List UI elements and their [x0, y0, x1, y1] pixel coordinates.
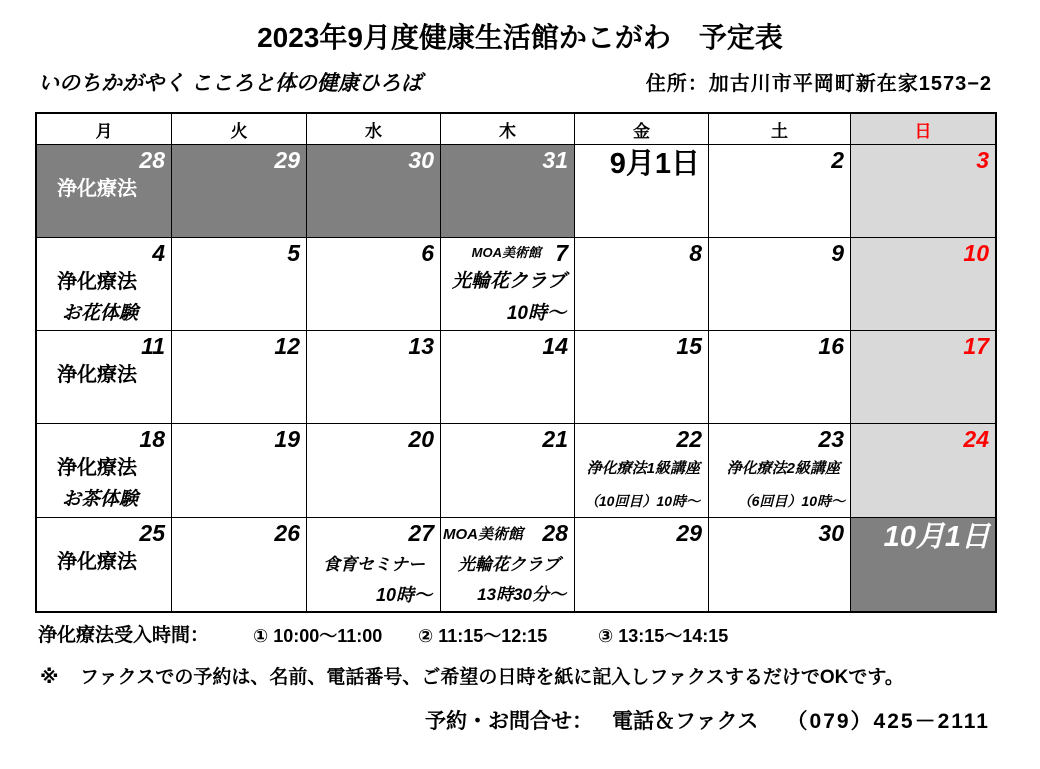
day-cell-sep-26	[172, 518, 306, 611]
day-cell-oct-1	[851, 518, 995, 611]
day-number: 11	[141, 333, 165, 359]
day-number: 29	[676, 520, 702, 546]
event-time: （10回目）10時～	[584, 493, 700, 509]
contact-label: 予約・お問合せ：	[425, 710, 593, 733]
event-venue: MOA美術館	[471, 245, 541, 260]
event-label: 浄化療法	[57, 271, 137, 293]
day-number: 24	[963, 426, 989, 452]
day-cell-sep-25	[37, 518, 171, 611]
calendar-grid	[35, 112, 997, 613]
day-cell-aug-31	[441, 145, 574, 237]
event-label: 光輪花クラブ	[458, 555, 560, 574]
day-cell-sep-17	[851, 331, 995, 423]
day-cell-aug-30	[307, 145, 440, 237]
day-cell-sep-28	[441, 518, 574, 611]
weekday-header-thu: 木	[441, 114, 574, 144]
day-number: 3	[976, 147, 989, 173]
day-number: 8	[689, 240, 702, 266]
fax-note: ファクスでの予約は、名前、電話番号、ご希望の日時を紙に記入しファクスするだけでOKです。	[80, 667, 904, 688]
event-time: 10時～	[375, 585, 432, 605]
event-label: 浄化療法	[57, 364, 137, 386]
day-cell-sep-27	[307, 518, 440, 611]
day-number: 6	[421, 240, 434, 266]
tagline: いのちかがやく こころと体の健康ひろば	[38, 72, 422, 95]
day-cell-sep-1	[575, 145, 708, 237]
weekday-header-tue: 火	[172, 114, 306, 144]
day-cell-sep-22	[575, 424, 708, 517]
event-venue: MOA美術館	[443, 526, 523, 543]
event-label: 浄化療法	[57, 551, 137, 573]
day-cell-sep-8	[575, 238, 708, 330]
day-cell-sep-15	[575, 331, 708, 423]
day-cell-sep-14	[441, 331, 574, 423]
day-number: 29	[274, 147, 300, 173]
day-cell-sep-4	[37, 238, 171, 330]
event-label: お花体験	[62, 303, 139, 324]
day-number: 30	[408, 147, 434, 173]
day-number: 28	[139, 147, 165, 173]
day-cell-sep-6	[307, 238, 440, 330]
day-number: 30	[818, 520, 844, 546]
event-time: 10時～	[506, 303, 566, 324]
day-number: 17	[963, 333, 989, 359]
day-number: 9	[831, 240, 844, 266]
day-number: 27	[408, 520, 434, 546]
day-cell-sep-7	[441, 238, 574, 330]
event-time: （6回目）10時～	[737, 493, 845, 509]
day-cell-sep-23	[709, 424, 850, 517]
event-time: 13時30分～	[477, 585, 566, 604]
event-label: 食育セミナー	[323, 555, 425, 574]
weekday-header-sat: 土	[709, 114, 850, 144]
day-cell-sep-24	[851, 424, 995, 517]
day-number: 7	[555, 240, 568, 266]
next-month-start-date: 10月1日	[883, 521, 990, 553]
day-cell-sep-12	[172, 331, 306, 423]
day-number: 20	[408, 426, 434, 452]
day-number: 14	[542, 333, 568, 359]
event-label: 光輪花クラブ	[451, 271, 566, 292]
day-cell-sep-3	[851, 145, 995, 237]
contact-method: 電話＆ファクス	[612, 710, 759, 733]
contact-phone: （079）425－2111	[786, 710, 990, 733]
day-number: 10	[963, 240, 989, 266]
day-number: 13	[408, 333, 434, 359]
day-number: 19	[274, 426, 300, 452]
day-number: 5	[287, 240, 300, 266]
day-number: 15	[676, 333, 702, 359]
event-label: 浄化療法	[57, 178, 137, 200]
day-cell-sep-13	[307, 331, 440, 423]
day-cell-sep-18	[37, 424, 171, 517]
event-label: 浄化療法2級講座	[726, 460, 840, 477]
day-number: 26	[274, 520, 300, 546]
day-cell-sep-2	[709, 145, 850, 237]
day-number: 21	[542, 426, 568, 452]
day-number: 28	[542, 520, 568, 546]
event-label: 浄化療法	[57, 457, 137, 479]
address: 住所：加古川市平岡町新在家1573−2	[645, 73, 992, 95]
weekday-header-sun: 日	[851, 114, 995, 144]
note-mark: ※	[40, 667, 59, 688]
reception-slot-2: ② 11:15～12:15	[418, 626, 548, 646]
weekday-header-fri: 金	[575, 114, 708, 144]
reception-slot-3: ③ 13:15～14:15	[598, 626, 729, 646]
event-label: 浄化療法1級講座	[586, 460, 700, 477]
day-cell-sep-11	[37, 331, 171, 423]
page-title: 2023年9月度健康生活館かこがわ 予定表	[257, 22, 783, 53]
day-cell-sep-30	[709, 518, 850, 611]
day-number: 18	[139, 426, 165, 452]
day-cell-sep-21	[441, 424, 574, 517]
day-number: 25	[139, 520, 165, 546]
day-cell-sep-9	[709, 238, 850, 330]
day-number: 22	[676, 426, 702, 452]
event-label: お茶体験	[62, 489, 139, 510]
day-number: 4	[152, 240, 165, 266]
month-start-date: 9月1日	[609, 148, 700, 180]
day-cell-sep-10	[851, 238, 995, 330]
day-cell-aug-29	[172, 145, 306, 237]
weekday-header-mon: 月	[37, 114, 171, 144]
day-number: 12	[274, 333, 300, 359]
weekday-header-wed: 水	[307, 114, 440, 144]
reception-hours-label: 浄化療法受入時間：	[38, 625, 210, 646]
day-number: 23	[818, 426, 844, 452]
day-cell-sep-16	[709, 331, 850, 423]
day-cell-sep-19	[172, 424, 306, 517]
day-cell-sep-20	[307, 424, 440, 517]
reception-slot-1: ① 10:00～11:00	[253, 626, 383, 646]
day-number: 31	[542, 147, 568, 173]
day-cell-sep-29	[575, 518, 708, 611]
day-number: 2	[831, 147, 844, 173]
day-cell-aug-28	[37, 145, 171, 237]
day-cell-sep-5	[172, 238, 306, 330]
day-number: 16	[818, 333, 844, 359]
